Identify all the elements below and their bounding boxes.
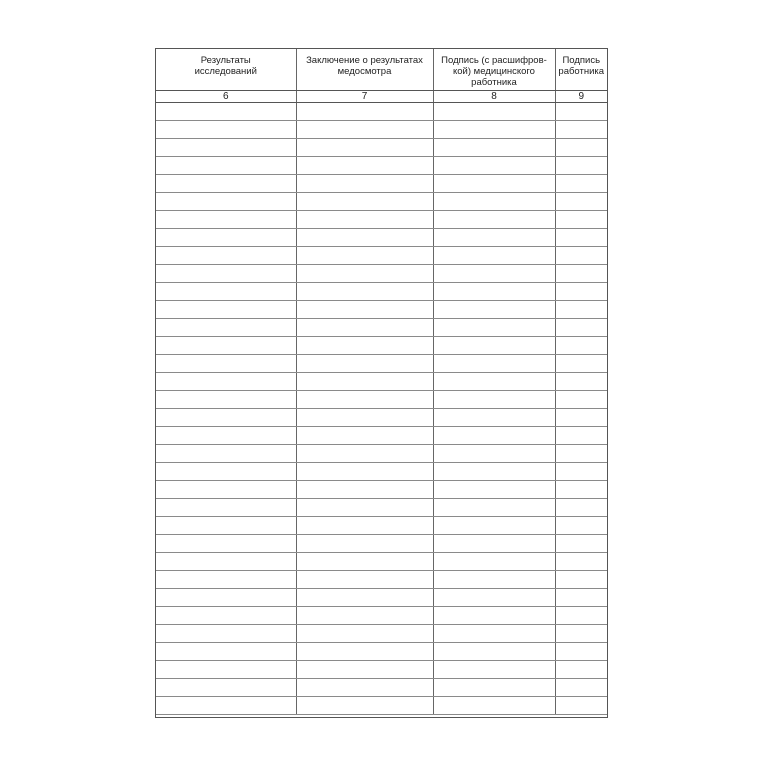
table-cell [296,606,433,624]
table-cell [296,696,433,714]
table-cell [156,318,296,336]
table-cell [433,138,555,156]
table-row [156,282,607,300]
header-exam-conclusion: Заключение о результатах медосмотра [296,49,433,90]
table-cell [296,174,433,192]
table-cell [555,192,607,210]
table-cell [156,138,296,156]
table-cell [555,624,607,642]
table-cell [433,210,555,228]
table-body [156,102,607,714]
table-cell [555,156,607,174]
table-cell [156,192,296,210]
table-cell [555,372,607,390]
table-cell [296,480,433,498]
table-cell [156,624,296,642]
table-cell [433,426,555,444]
table-cell [296,228,433,246]
table-cell [296,498,433,516]
table-cell [296,660,433,678]
table-cell [433,246,555,264]
table-cell [433,588,555,606]
table-cell [433,120,555,138]
table-cell [433,408,555,426]
table-row [156,588,607,606]
table-cell [433,444,555,462]
table-cell [156,570,296,588]
table-cell [433,354,555,372]
table-cell [433,696,555,714]
column-number-7: 7 [296,90,433,102]
medical-exam-log-table [156,49,607,715]
table-cell [156,642,296,660]
table-row [156,264,607,282]
table-cell [555,642,607,660]
table-cell [296,156,433,174]
table-cell [156,102,296,120]
table-cell [296,336,433,354]
table-cell [555,120,607,138]
table-cell [555,246,607,264]
table-cell [156,300,296,318]
table-row [156,210,607,228]
table-row [156,120,607,138]
table-cell [156,552,296,570]
table-cell [296,516,433,534]
table-cell [156,174,296,192]
table-cell [555,462,607,480]
table-cell [555,426,607,444]
table-row [156,300,607,318]
table-cell [555,480,607,498]
table-row [156,354,607,372]
table-row [156,228,607,246]
column-number-9: 9 [555,90,607,102]
table-cell [555,174,607,192]
table-cell [296,300,433,318]
table-cell [296,354,433,372]
table-cell [555,282,607,300]
table-cell [296,588,433,606]
table-cell [555,678,607,696]
table-row [156,642,607,660]
table-cell [156,480,296,498]
table-cell [433,570,555,588]
table-cell [433,462,555,480]
table-cell [156,588,296,606]
table-cell [156,606,296,624]
table-cell [296,462,433,480]
table-cell [433,156,555,174]
table-cell [555,660,607,678]
table-cell [156,372,296,390]
table-cell [555,516,607,534]
table-cell [296,210,433,228]
table-cell [156,282,296,300]
table-cell [555,102,607,120]
table-cell [433,480,555,498]
table-cell [433,606,555,624]
table-cell [296,372,433,390]
table-cell [433,390,555,408]
table-row [156,570,607,588]
header-employee-signature: Подпись работника [555,49,607,90]
table-cell [433,318,555,336]
table-row [156,318,607,336]
table-cell [296,408,433,426]
table-cell [555,498,607,516]
table-cell [156,534,296,552]
table-cell [296,318,433,336]
table-cell [555,570,607,588]
table-row [156,102,607,120]
table-cell [433,516,555,534]
table-cell [433,300,555,318]
form-sheet [155,48,608,718]
table-row [156,516,607,534]
table-cell [555,228,607,246]
table-row [156,246,607,264]
table-cell [555,210,607,228]
table-cell [156,264,296,282]
table-row [156,480,607,498]
table-cell [156,462,296,480]
column-number-6: 6 [156,90,296,102]
table-row [156,606,607,624]
table-row [156,390,607,408]
table-cell [156,444,296,462]
table-cell [156,498,296,516]
table-cell [555,534,607,552]
header-results-of-tests: Результаты исследований [156,49,296,90]
table-cell [156,660,296,678]
table-cell [296,444,433,462]
table-cell [555,336,607,354]
table-row [156,336,607,354]
table-cell [296,192,433,210]
table-row [156,696,607,714]
table-cell [156,516,296,534]
table-cell [156,336,296,354]
table-cell [433,372,555,390]
table-row [156,678,607,696]
table-cell [156,246,296,264]
table-cell [555,444,607,462]
table-cell [433,102,555,120]
table-cell [156,426,296,444]
table-cell [296,120,433,138]
table-cell [156,408,296,426]
table-cell [433,336,555,354]
table-cell [555,606,607,624]
table-row [156,372,607,390]
table-cell [156,390,296,408]
table-cell [296,624,433,642]
table-cell [296,570,433,588]
table-cell [555,696,607,714]
table-row [156,624,607,642]
table-cell [296,102,433,120]
table-cell [433,534,555,552]
table-cell [156,210,296,228]
column-number-8: 8 [433,90,555,102]
table-cell [433,174,555,192]
table-row [156,174,607,192]
table-cell [555,588,607,606]
table-cell [555,300,607,318]
table-cell [555,138,607,156]
table-row [156,426,607,444]
table-cell [156,678,296,696]
table-cell [433,678,555,696]
table-cell [296,138,433,156]
table-cell [433,282,555,300]
table-cell [296,552,433,570]
table-cell [555,552,607,570]
table-cell [156,354,296,372]
table-cell [433,660,555,678]
table-row [156,462,607,480]
table-cell [433,624,555,642]
table-cell [296,426,433,444]
table-cell [555,408,607,426]
header-medical-worker-signature: Подпись (с расшифров- кой) медицинского работника [433,49,555,90]
table-cell [296,390,433,408]
table-cell [433,264,555,282]
table-cell [555,318,607,336]
table-cell [156,228,296,246]
table-cell [433,642,555,660]
table-cell [156,696,296,714]
table-cell [433,192,555,210]
table-cell [296,264,433,282]
table-cell [156,156,296,174]
table-cell [296,246,433,264]
table-cell [296,534,433,552]
table-cell [433,498,555,516]
table-row [156,534,607,552]
table-row [156,138,607,156]
table-cell [433,552,555,570]
table-cell [296,678,433,696]
header-row [156,49,607,90]
table-cell [156,120,296,138]
table-row [156,156,607,174]
table-row [156,408,607,426]
table-row [156,444,607,462]
table-row [156,552,607,570]
table-cell [555,354,607,372]
table-cell [433,228,555,246]
table-row [156,498,607,516]
table-cell [296,642,433,660]
table-cell [296,282,433,300]
table-cell [555,264,607,282]
table-cell [555,390,607,408]
column-number-row [156,90,607,102]
table-row [156,192,607,210]
table-row [156,660,607,678]
